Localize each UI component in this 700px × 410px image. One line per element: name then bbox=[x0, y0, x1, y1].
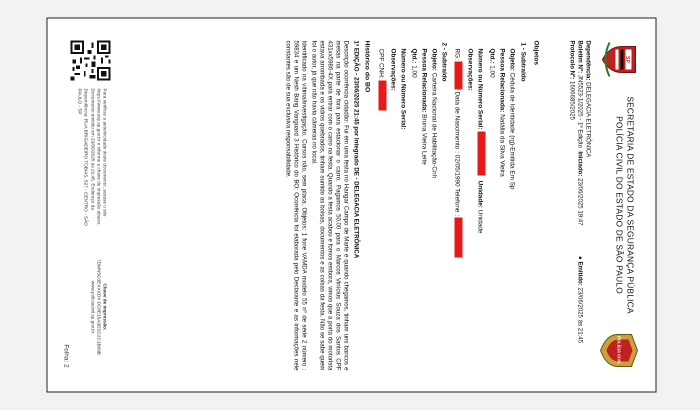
item2-pessoa-label: Pessoa Relacionada: bbox=[419, 48, 427, 112]
historico-section bbox=[283, 40, 370, 370]
item1-unidade-label: Unidade: bbox=[475, 180, 483, 208]
historico-paragraph-2: Identificado na vítima/investigação, Cursos não, sem placa. Objetos: 1 fone VAMDA modelo 55 nº de série 2 número : 59834 e um Nesh Bang Vanguard 3 Histórico do BO: Ocorrência foi elaborada pelo Declarante e as informações nele constantes são de sua exclusiva responsabilidade. bbox=[284, 40, 308, 370]
page-header bbox=[612, 38, 635, 371]
item1-pessoa-value: Natália da Silva Vieira bbox=[498, 113, 506, 177]
item2-obs-cpf: CPF CNH: bbox=[377, 48, 385, 79]
item2-title: 2 - Subtraído bbox=[440, 42, 448, 82]
print-key-value: 7DMN5G3EXXXDX DC8E15A3DSC2C1B09B bbox=[95, 258, 101, 355]
page-number: Folha: 2 bbox=[62, 343, 70, 367]
item2-qtd-value: 1,00 bbox=[409, 64, 417, 78]
redaction-bar bbox=[477, 131, 485, 175]
redaction-bar bbox=[454, 61, 462, 89]
redaction-bar bbox=[378, 80, 386, 110]
svg-text:POLÍCIA CIVIL: POLÍCIA CIVIL bbox=[616, 335, 621, 365]
item2-objeto-label: Objeto: bbox=[430, 48, 438, 71]
dependencia-label: Dependência: bbox=[584, 40, 591, 80]
dependencia-value: DELEGACIA ELETRÔNICA bbox=[584, 81, 591, 157]
emitido-label: Emitido: bbox=[575, 260, 583, 286]
item2-qtd-label: Qtd.: bbox=[409, 48, 417, 63]
item1-objeto-value: Cédula de Identidade (rg)-Emitida Em Sp bbox=[508, 72, 516, 190]
qr-verification-text: Para verificar a autenticidade deste documento, acesse o site https://www.ssp.sp.gov.br e informe a chave de impressão abaixo. Documento emitido em 23/06/2025 às 21:45. Endereço da Dependência: RUA BRIGADEIRO TOBIAS, 527 - CENTRO - SÃO PAULO - SP bbox=[77, 88, 107, 226]
item1-obs-label: Observações: bbox=[465, 48, 473, 91]
protocolo-label: Protocolo Nº: bbox=[567, 40, 575, 79]
header-line-1: SECRETARIA DE ESTADO DA SEGURANÇA PÚBLICA bbox=[625, 95, 635, 314]
qr-code-icon bbox=[70, 40, 110, 80]
print-key-label: Chave de Impressão: bbox=[102, 282, 107, 331]
item2-numero-label: Número ou Número Serial: bbox=[399, 48, 407, 129]
item2-objeto-value: Carteira Nacional de Habilitação-Cnh bbox=[430, 72, 438, 178]
iniciado-label: Iniciado: bbox=[575, 150, 583, 176]
protocolo-value: 1606685/2025 bbox=[567, 80, 575, 120]
item1-qtd-label: Qtd.: bbox=[488, 48, 495, 63]
boletim-label: Boletim Nº: bbox=[575, 40, 583, 73]
report-meta: Dependência: DELEGACIA ELETRÔNICA Boletim Nº: JN5523-1/2025 - 1ª Edição Iniciado: 23/06/2025 19:47 ● Emitido: 23/06/2025 às 21:45 Protocolo Nº: 1606685/2025 bbox=[567, 40, 591, 343]
iniciado-value: 23/06/2025 19:47 bbox=[575, 177, 583, 226]
item1-unidade-value: Unidade bbox=[475, 209, 483, 234]
redaction-bar bbox=[454, 217, 462, 257]
objetos-title: Objetos bbox=[532, 40, 539, 65]
item1-objeto-label: Objeto: bbox=[508, 48, 516, 71]
emitido-value: 23/06/2025 às 21:45 bbox=[575, 287, 583, 343]
boletim-value: JN5523-1/2025 - 1ª Edição bbox=[575, 74, 583, 148]
item2-obs-label: Observações: bbox=[389, 48, 397, 91]
report-body bbox=[283, 40, 545, 370]
item1-pessoa-label: Pessoa Relacionada: bbox=[498, 48, 506, 112]
historico-title: Histórico do BO bbox=[362, 40, 370, 92]
item1-obs-rg: RG: bbox=[453, 48, 461, 60]
print-key-site: www.policiacivil.sp.gov.br bbox=[89, 280, 95, 333]
item1-obs-nascimento: Data de Nascimento : 02/05/1990 Telefone : bbox=[453, 90, 461, 216]
header-line-2: POLÍCIA CIVIL DO ESTADO DE SÃO PAULO bbox=[613, 115, 624, 294]
item1-title: 1 - Subtraído bbox=[518, 42, 526, 82]
item2-pessoa-value: Bruna Vieira Leite bbox=[419, 113, 427, 165]
print-key bbox=[88, 244, 107, 369]
item1-qtd-value: 1,00 bbox=[488, 64, 495, 78]
item1-numero-label: Número ou Número Serial: bbox=[475, 48, 483, 129]
historico-edition-line: 1ª EDIÇÃO - 23/06/2025 21:45 por Integrado DE - DELEGACIA ELETRÔNICA bbox=[352, 40, 360, 258]
svg-text:SP: SP bbox=[623, 55, 630, 63]
historico-paragraph-1: Descrição ocorrência cidadão: Fui em uma festa no Hangar Campo de Marte e quando chegamos, tinham uns bancos e mesas na parte de fora para estacionar o carro. Pagamos 50,00 para o Marcos Vinícius Souza dos Santos CPF 431xx5986-4X para entrar com o carro na festa. Quando a festa acabou e fomos embora, vimos que a porta do motorista estava arrombada e os vidros quebrados, tinham sumido as bolsas, documentos e as coisas da festa. Não se sabe quem foi o autor, já que não havia câmeras no local. bbox=[310, 40, 350, 370]
report-page bbox=[46, 17, 656, 392]
